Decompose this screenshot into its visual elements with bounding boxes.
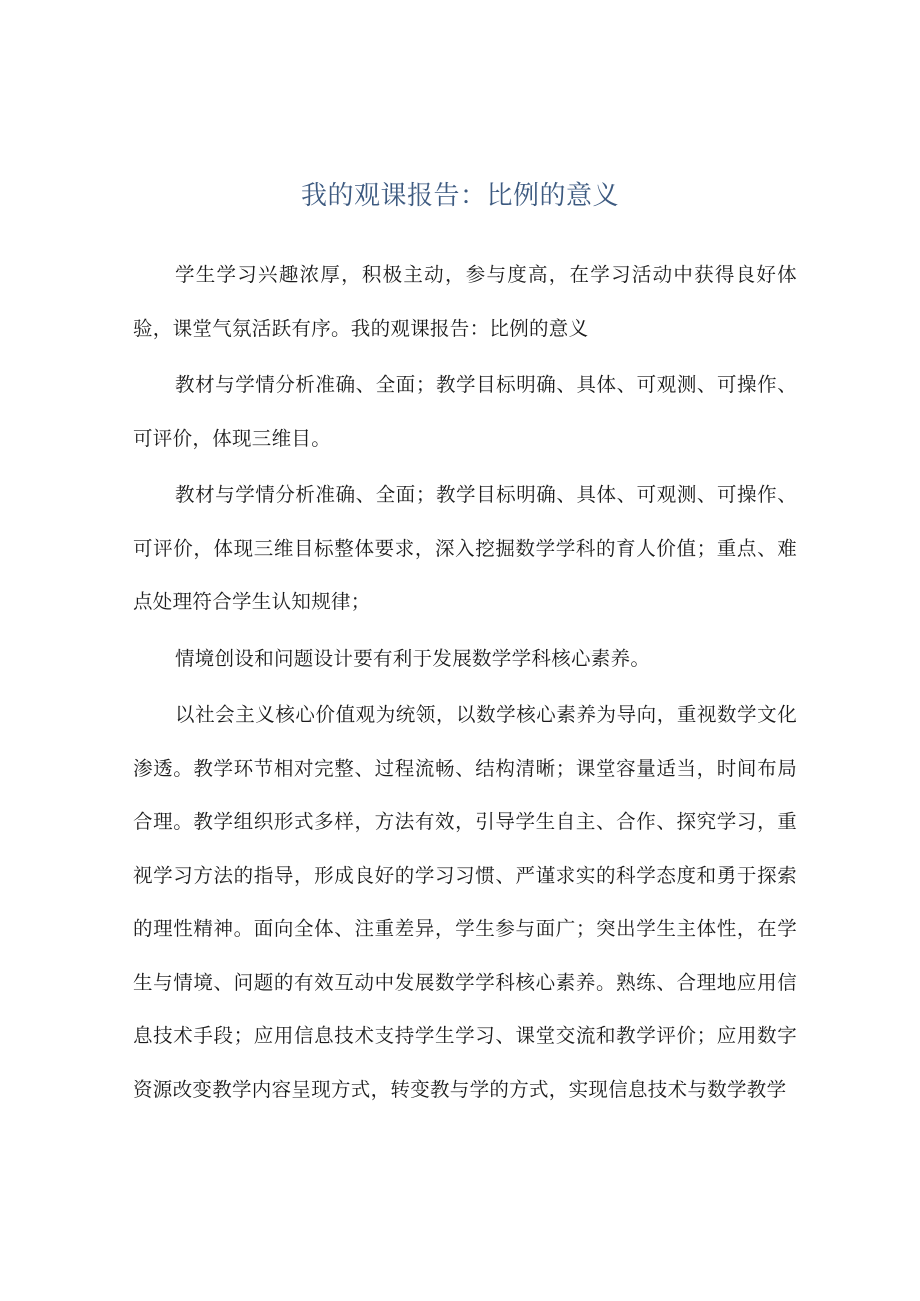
paragraph-2: 教材与学情分析准确、全面；教学目标明确、具体、可观测、可操作、可评价，体现三维目。 [133, 373, 797, 450]
document-title: 我的观课报告：比例的意义 [300, 181, 619, 211]
paragraph-1: 学生学习兴趣浓厚，积极主动，参与度高，在学习活动中获得良好体验，课堂气氛活跃有序。我的观课报告：比例的意义 [133, 263, 797, 340]
document-body [133, 248, 797, 1119]
paragraph-3: 教材与学情分析准确、全面；教学目标明确、具体、可观测、可操作、可评价，体现三维目标整体要求，深入挖掘数学学科的育人价值；重点、难点处理符合学生认知规律； [133, 483, 797, 613]
paragraph-4: 情境创设和问题设计要有利于发展数学学科核心素养。 [175, 646, 651, 670]
paragraph-5: 以社会主义核心价值观为统领，以数学核心素养为导向，重视数学文化渗透。教学环节相对完整、过程流畅、结构清晰；课堂容量适当，时间布局合理。教学组织形式多样，方法有效，引导学生自主、合作、探究学习，重视学习方法的指导，形成良好的学习习惯、严谨求实的科学态度和勇于探索的理性精神。面向全体、注重差异，学生参与面广；突出学生主体性，在学生与情境、问题的有效互动中发展数学学科核心素养。熟练、合理地应用信息技术手段；应用信息技术支持学生学习、课堂交流和教学评价；应用数字资源改变教学内容呈现方式，转变教与学的方式，实现信息技术与数学教学 [133, 703, 797, 1101]
